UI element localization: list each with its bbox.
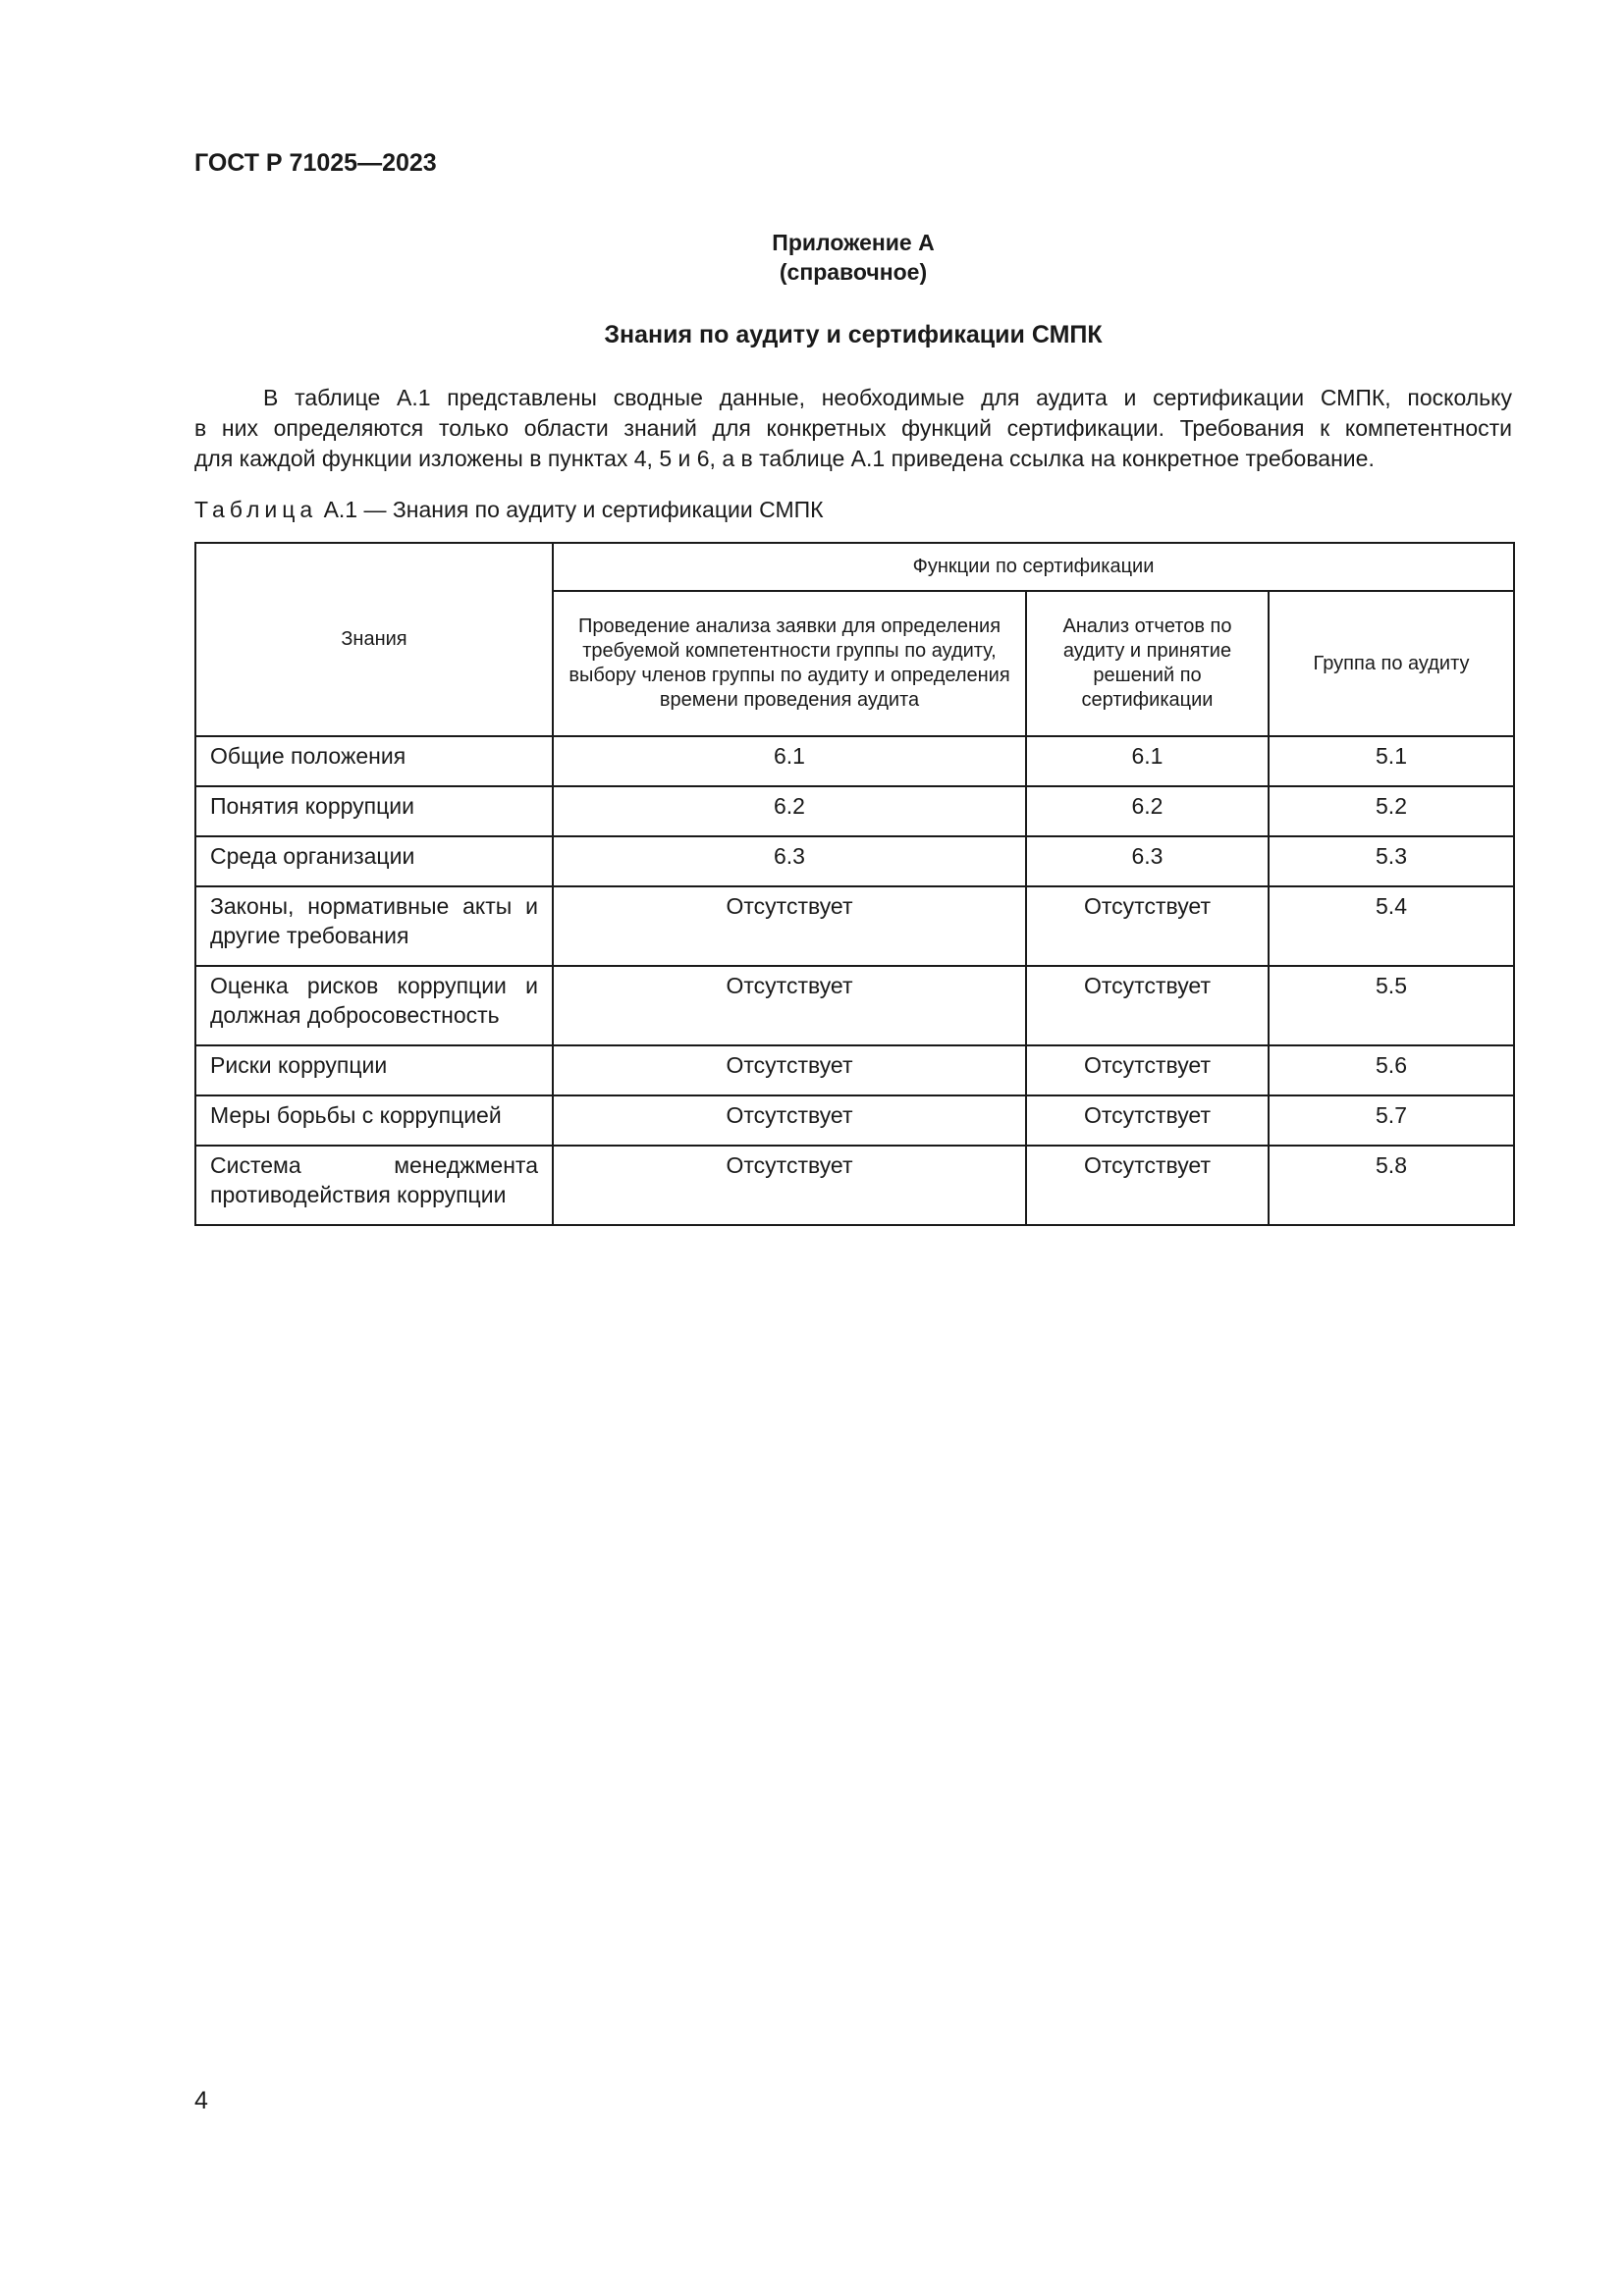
appendix-kind: (справочное) — [779, 259, 928, 285]
knowledge-cell: Понятия коррупции — [195, 786, 553, 836]
knowledge-cell: Законы, нормативные акты и другие требования — [195, 886, 553, 966]
page-number: 4 — [194, 2087, 208, 2114]
table-row — [195, 836, 1514, 886]
value-cell: 5.2 — [1269, 786, 1514, 836]
value-cell: Отсутствует — [1026, 1146, 1269, 1225]
value-cell: Отсутствует — [1026, 1045, 1269, 1095]
knowledge-cell: Среда организации — [195, 836, 553, 886]
value-cell: 6.2 — [553, 786, 1026, 836]
table-row — [195, 886, 1514, 966]
header-functions: Функции по сертификации — [553, 543, 1514, 591]
appendix-title: Приложение А — [772, 230, 935, 255]
knowledge-cell: Система менеджмента противодействия коррупции — [195, 1146, 553, 1225]
header-application-review: Проведение анализа заявки для определения требуемой компетентности группы по аудиту, выбору членов группы по аудиту и определения времени проведения аудита — [553, 591, 1026, 736]
value-cell: Отсутствует — [553, 1045, 1026, 1095]
document-code: ГОСТ Р 71025—2023 — [194, 149, 437, 177]
value-cell: 6.1 — [1026, 736, 1269, 786]
value-cell: 5.6 — [1269, 1045, 1514, 1095]
knowledge-cell: Меры борьбы с коррупцией — [195, 1095, 553, 1146]
knowledge-table — [194, 542, 1515, 1226]
value-cell: Отсутствует — [553, 1146, 1026, 1225]
table-caption — [194, 497, 824, 523]
value-cell: 5.5 — [1269, 966, 1514, 1045]
knowledge-cell: Общие положения — [195, 736, 553, 786]
table-row — [195, 1095, 1514, 1146]
intro-line: в них определяются только области знаний для конкретных функций сертификации. Требования к компетентности — [194, 415, 1512, 441]
value-cell: 6.1 — [553, 736, 1026, 786]
value-cell: Отсутствует — [1026, 886, 1269, 966]
header-audit-team: Группа по аудиту — [1269, 591, 1514, 736]
value-cell: 5.1 — [1269, 736, 1514, 786]
value-cell: Отсутствует — [553, 1095, 1026, 1146]
table-row — [195, 1045, 1514, 1095]
table-header-row — [195, 543, 1514, 591]
header-knowledge: Знания — [195, 543, 553, 736]
value-cell: 5.8 — [1269, 1146, 1514, 1225]
table-caption-text: А.1 — Знания по аудиту и сертификации СМПК — [317, 497, 824, 522]
value-cell: 6.2 — [1026, 786, 1269, 836]
value-cell: Отсутствует — [553, 886, 1026, 966]
value-cell: Отсутствует — [1026, 1095, 1269, 1146]
table-row — [195, 1146, 1514, 1225]
table-row — [195, 736, 1514, 786]
value-cell: 5.4 — [1269, 886, 1514, 966]
value-cell: Отсутствует — [553, 966, 1026, 1045]
knowledge-cell: Оценка рисков коррупции и должная добросовестность — [195, 966, 553, 1045]
intro-line: для каждой функции изложены в пунктах 4, 5 и 6, а в таблице А.1 приведена ссылка на конкретное требование. — [194, 446, 1375, 471]
knowledge-cell: Риски коррупции — [195, 1045, 553, 1095]
table-caption-label: Таблица — [194, 497, 318, 522]
intro-line: В таблице А.1 представлены сводные данные, необходимые для аудита и сертификации СМПК, поскольку — [263, 385, 1512, 410]
value-cell: 5.3 — [1269, 836, 1514, 886]
intro-paragraph — [194, 383, 1512, 474]
value-cell: 5.7 — [1269, 1095, 1514, 1146]
table-row — [195, 786, 1514, 836]
value-cell: 6.3 — [553, 836, 1026, 886]
value-cell: 6.3 — [1026, 836, 1269, 886]
table-row — [195, 966, 1514, 1045]
header-report-review: Анализ отчетов по аудиту и принятие решений по сертификации — [1026, 591, 1269, 736]
section-heading: Знания по аудиту и сертификации СМПК — [604, 321, 1103, 348]
value-cell: Отсутствует — [1026, 966, 1269, 1045]
